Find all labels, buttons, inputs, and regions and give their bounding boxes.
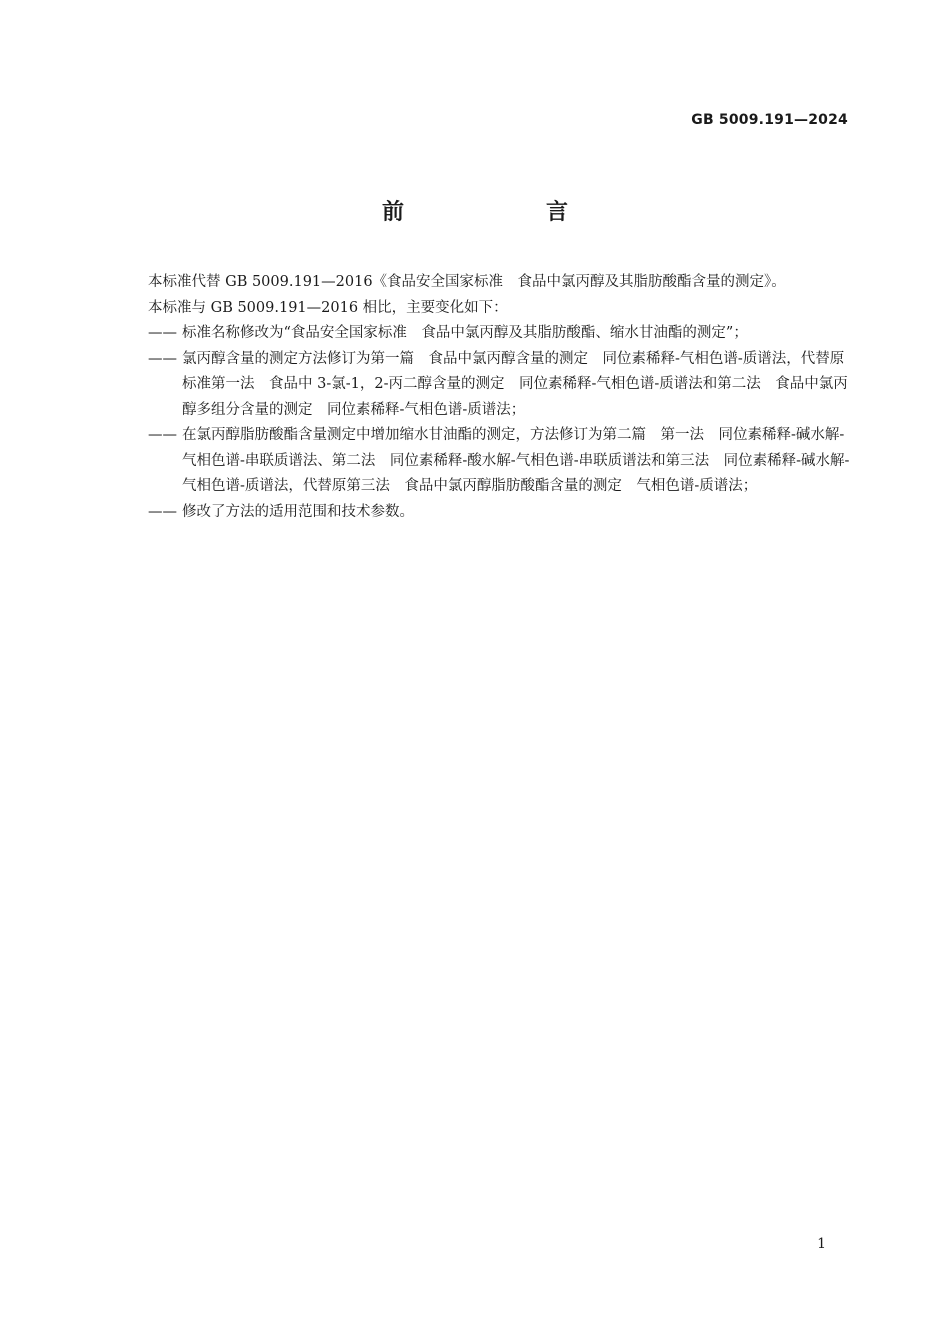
change-item — [148, 423, 852, 500]
page-number: 1 — [817, 1236, 826, 1252]
dash-marker: —— — [148, 427, 177, 443]
dash-marker: —— — [148, 325, 177, 341]
preface-body — [148, 270, 852, 525]
change-item — [148, 347, 852, 424]
change-item-text: 在氯丙醇脂肪酸酯含量测定中增加缩水甘油酯的测定，方法修订为第二篇 第一法 同位素稀释-碱水解-气相色谱-串联质谱法、第二法 同位素稀释-酸水解-气相色谱-串联质谱法和第三法 同位素稀释-碱水解-气相色谱-质谱法，代替原第三法 食品中氯丙醇脂肪酸酯含量的测定 气相色谱-质谱法； — [182, 427, 850, 494]
changes-intro: 本标准与 GB 5009.191—2016 相比，主要变化如下： — [148, 299, 508, 316]
dash-marker: —— — [148, 350, 177, 367]
standard-number: GB 5009.191—2024 — [691, 112, 848, 128]
dash-marker: —— — [148, 503, 177, 520]
change-item-text: 氯丙醇含量的测定方法修订为第一篇 食品中氯丙醇含量的测定 同位素稀释-气相色谱-质谱法，代替原标准第一法 食品中 3-氯-1，2-丙二醇含量的测定 同位素稀释-气相色谱-质谱法和第二法 食品中氯丙醇多组分含量的测定 同位素稀释-气相色谱-质谱法； — [182, 350, 848, 418]
change-item — [148, 500, 852, 526]
change-item — [148, 321, 852, 347]
change-item-text: 标准名称修改为“食品安全国家标准 食品中氯丙醇及其脂肪酸酯、缩水甘油酯的测定”； — [182, 325, 748, 341]
change-item-text: 修改了方法的适用范围和技术参数。 — [182, 503, 414, 520]
page-title: 前 言 — [381, 200, 628, 225]
replacement-statement: 本标准代替 GB 5009.191—2016《食品安全国家标准 食品中氯丙醇及其脂肪酸酯含量的测定》。 — [148, 274, 786, 290]
